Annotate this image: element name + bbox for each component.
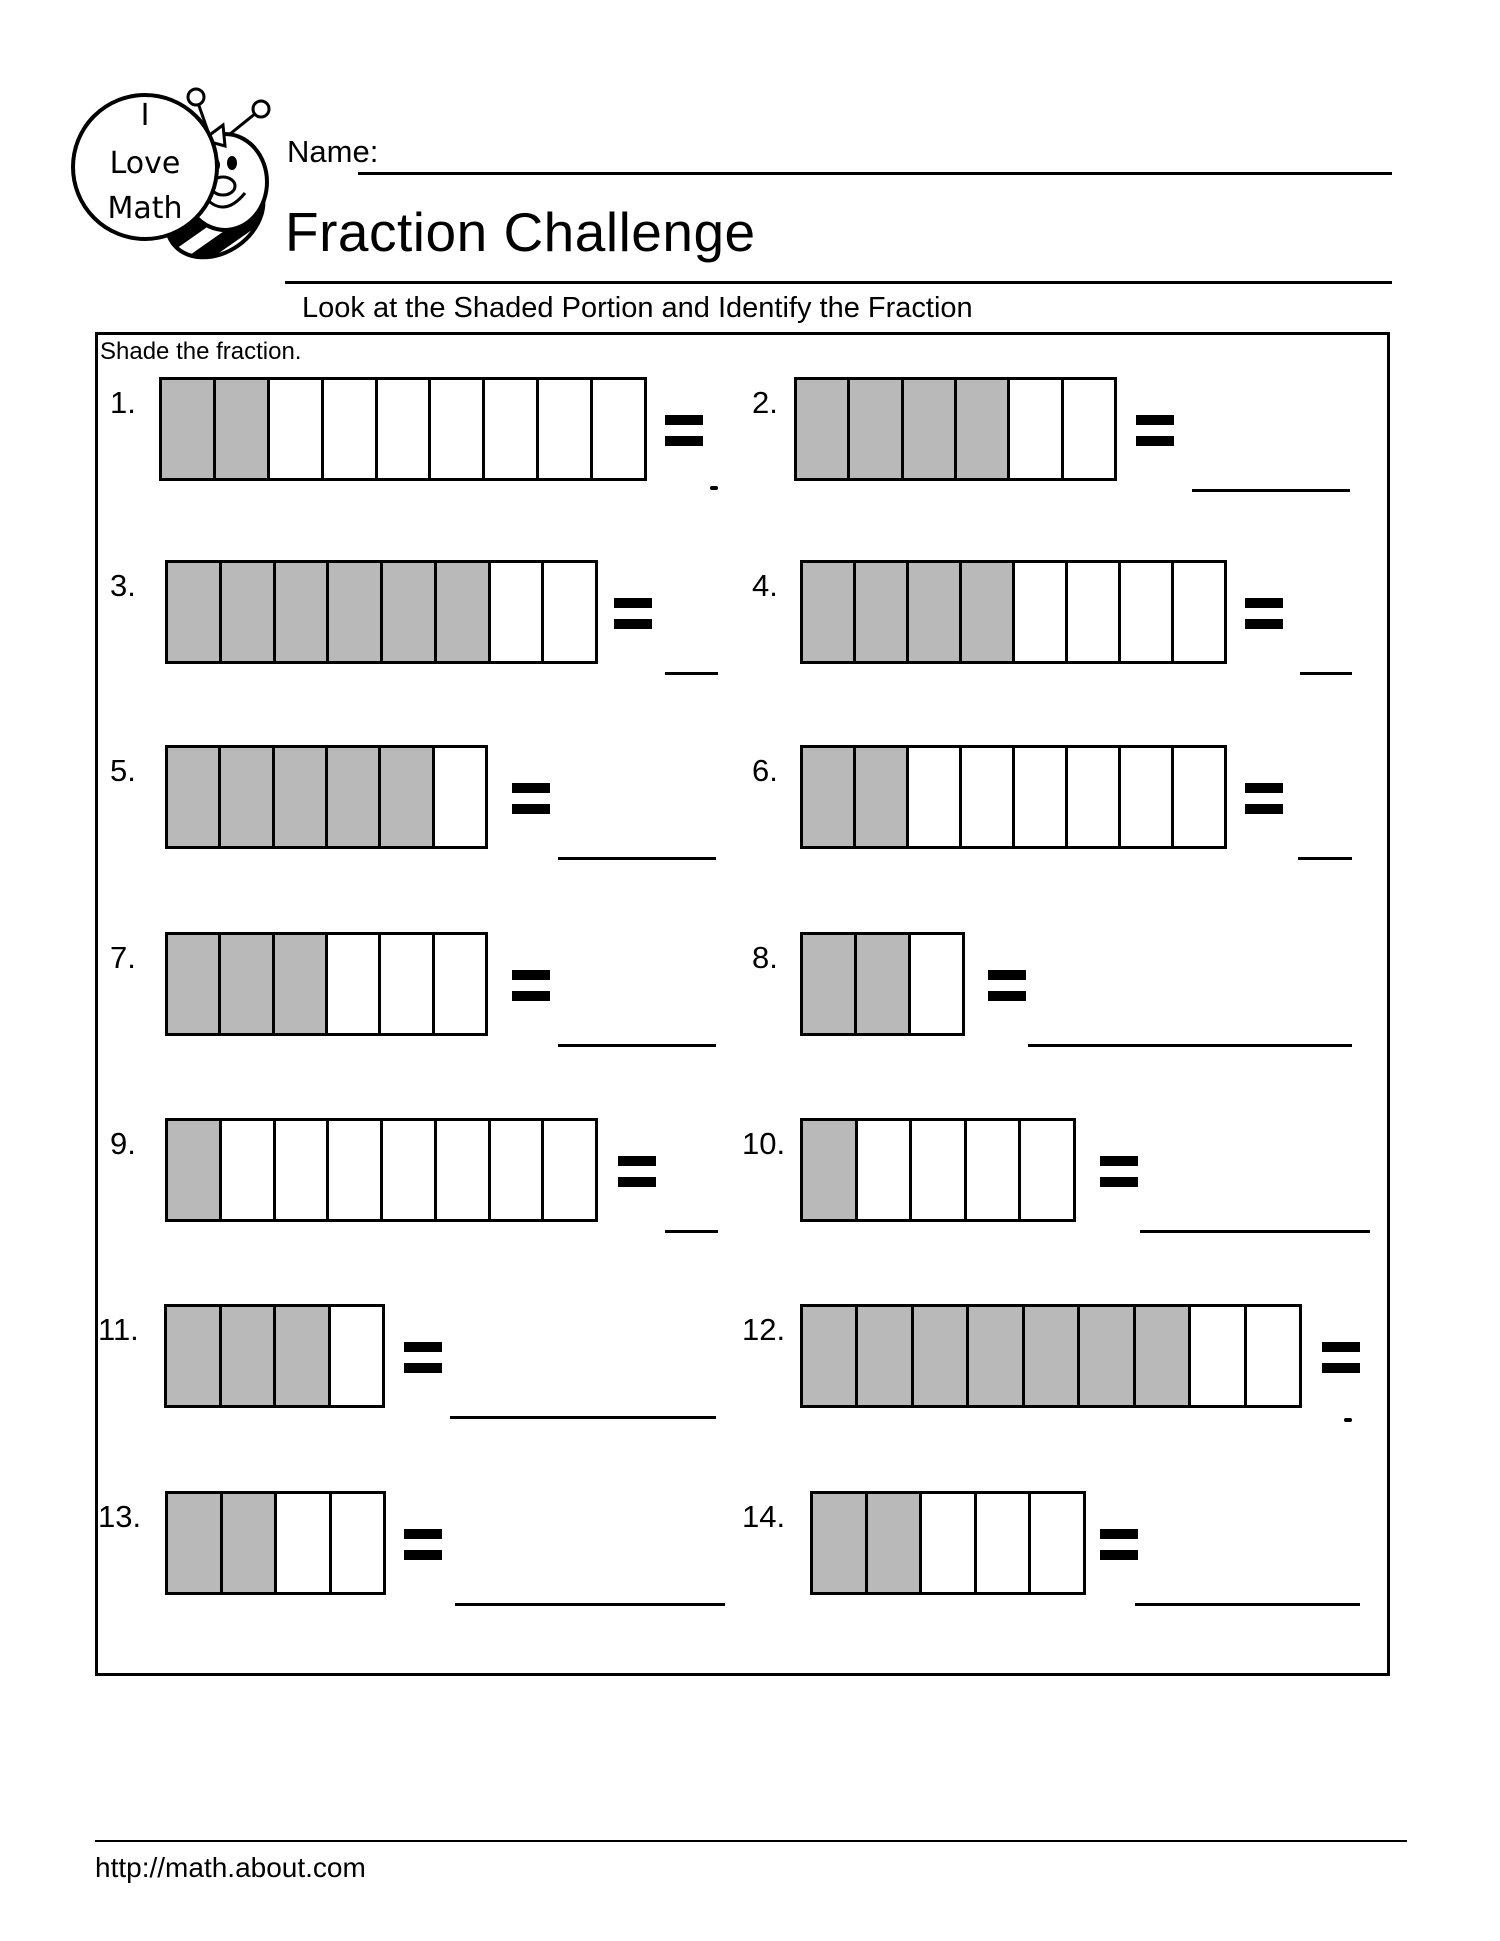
problem-number: 1. [110,385,136,420]
problem-number: 10. [742,1126,786,1161]
problem-number: 4. [752,568,778,603]
name-blank-line [358,172,1392,175]
bee-antenna [230,113,256,134]
problems-box [95,332,1390,1676]
title-underline [285,281,1392,284]
problem-number: 5. [110,753,136,788]
name-label: Name: [287,134,379,169]
problem-number: 9. [110,1126,136,1161]
instruction-text: Shade the fraction. [100,338,302,365]
problem-number: 13. [98,1499,142,1534]
logo-text-i: I [140,98,150,133]
problem-number: 11. [98,1312,139,1347]
problem-number: 6. [752,753,778,788]
footer-rule [95,1840,1407,1842]
page-subtitle: Look at the Shaded Portion and Identify the Fraction [302,292,973,324]
problem-number: 7. [110,940,136,975]
logo-text-math: Math [107,191,183,226]
footer-url: http://math.about.com [95,1852,366,1883]
bee-eye [227,156,237,170]
logo-text-love: Love [109,146,181,181]
problem-number: 14. [742,1499,786,1534]
problem-number: 2. [752,385,778,420]
problem-number: 3. [110,568,136,603]
bee-logo [60,55,275,270]
problem-number: 12. [742,1312,786,1347]
page-title: Fraction Challenge [285,201,756,263]
problem-number: 8. [752,940,778,975]
